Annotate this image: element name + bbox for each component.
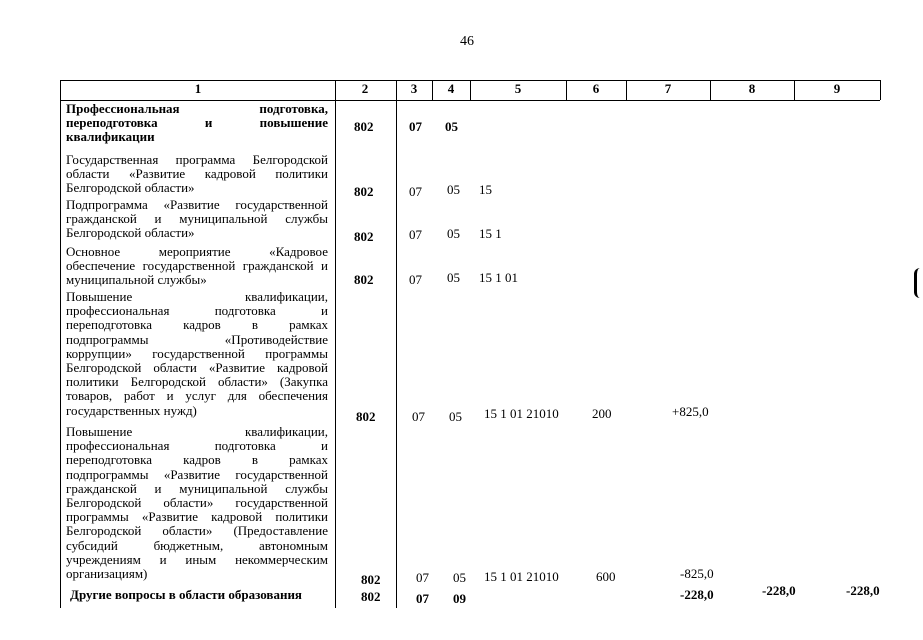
column-header-7: 7 — [664, 81, 672, 96]
cell-c2: 802 — [354, 272, 374, 287]
cell-c2: 802 — [354, 229, 374, 244]
description-line: Белгородской области «Развитие кадровой — [66, 360, 328, 376]
row-description — [66, 198, 328, 241]
row-description — [66, 290, 328, 418]
cell-c2: 802 — [354, 119, 374, 134]
column-header-3: 3 — [410, 81, 418, 96]
cell-c3: 07 — [409, 184, 422, 199]
cell-c5: 15 1 01 21010 — [484, 406, 559, 421]
description-line: Повышение квалификации, — [66, 289, 328, 304]
cell-c5: 15 1 01 — [479, 270, 518, 285]
row-description — [66, 153, 328, 196]
cell-c4: 05 — [447, 270, 460, 285]
description-line: гражданской и муниципальной службы — [66, 211, 328, 227]
cell-c2: 802 — [356, 409, 376, 424]
description-line: государственных нужд) — [66, 402, 197, 418]
column-border — [566, 80, 567, 100]
description-line: переподготовка кадров в рамках — [66, 452, 328, 468]
description-line: муниципальной службы» — [66, 272, 207, 288]
cell-c4: 09 — [453, 591, 466, 606]
description-line: профессиональная подготовка и — [66, 303, 328, 319]
column-header-8: 8 — [748, 81, 756, 96]
cell-c6: 600 — [596, 569, 616, 584]
cell-c5: 15 1 01 21010 — [484, 569, 559, 584]
description-line: подпрограммы «Развитие государственной — [66, 466, 328, 482]
cell-c3: 07 — [409, 272, 422, 287]
description-line: Повышение квалификации, — [66, 424, 328, 439]
column-border — [710, 80, 711, 100]
cell-c8: -228,0 — [762, 583, 796, 598]
column-header-5: 5 — [514, 81, 522, 96]
binding-hole-mark — [914, 268, 923, 298]
description-line: субсидий бюджетным, автономным — [66, 537, 328, 553]
cell-c3: 07 — [416, 591, 429, 606]
description-line: Белгородской области» (Предоставление — [66, 523, 328, 539]
description-line: профессиональная подготовка и — [66, 438, 328, 454]
column-border — [880, 80, 881, 100]
column-header-1: 1 — [194, 81, 202, 96]
cell-c2: 802 — [361, 572, 381, 587]
description-line: Профессиональная подготовка, — [66, 101, 328, 116]
description-line: квалификации — [66, 129, 155, 145]
cell-c4: 05 — [447, 182, 460, 197]
description-line: организациям) — [66, 566, 148, 582]
description-line: гражданской и муниципальной службы — [66, 480, 328, 496]
description-line: программы «Развитие кадровой политики — [66, 509, 328, 525]
column-header-6: 6 — [592, 81, 600, 96]
row-description — [66, 102, 328, 145]
cell-c4: 05 — [449, 409, 462, 424]
cell-c5: 15 — [479, 182, 492, 197]
description-line: подпрограммы «Противодействие — [66, 331, 328, 347]
page-number: 46 — [460, 34, 474, 49]
cell-c4: 05 — [447, 226, 460, 241]
cell-c4: 05 — [453, 570, 466, 585]
column-border — [794, 80, 795, 100]
cell-c6: 200 — [592, 406, 612, 421]
cell-c3: 07 — [412, 409, 425, 424]
description-line: Белгородской области» государственной — [66, 495, 328, 511]
cell-c3: 07 — [409, 227, 422, 242]
description-line: Другие вопросы в области образования — [70, 587, 302, 602]
column-border — [396, 80, 397, 608]
column-header-9: 9 — [833, 81, 841, 96]
cell-c7: +825,0 — [672, 404, 709, 419]
description-line: области «Развитие кадровой политики — [66, 166, 328, 182]
budget-table — [60, 80, 880, 608]
cell-c4: 05 — [445, 119, 458, 134]
description-line: Основное мероприятие «Кадровое — [66, 244, 328, 259]
description-line: Государственная программа Белгородской — [66, 152, 328, 167]
row-description — [66, 245, 328, 288]
description-line: политики Белгородской области» (Закупка — [66, 374, 328, 390]
row-description — [66, 588, 328, 602]
cell-c2: 802 — [361, 589, 381, 604]
description-line: товаров, работ и услуг для обеспечения — [66, 388, 328, 404]
description-line: обеспечение государственной гражданской и — [66, 258, 328, 274]
column-border — [626, 80, 627, 100]
cell-c2: 802 — [354, 184, 374, 199]
cell-c7: -825,0 — [680, 566, 714, 581]
cell-c3: 07 — [409, 119, 422, 134]
cell-c7: -228,0 — [680, 587, 714, 602]
column-border — [60, 80, 61, 608]
cell-c5: 15 1 — [479, 226, 502, 241]
cell-c3: 07 — [416, 570, 429, 585]
description-line: Подпрограмма «Развитие государственной — [66, 197, 328, 212]
description-line: коррупции» государственной программы — [66, 345, 328, 361]
cell-c9: -228,0 — [846, 583, 880, 598]
description-line: Белгородской области» — [66, 180, 195, 196]
column-header-2: 2 — [361, 81, 369, 96]
description-line: переподготовка и повышение — [66, 115, 328, 131]
column-header-4: 4 — [447, 81, 455, 96]
description-line: Белгородской области» — [66, 225, 195, 241]
column-border — [335, 80, 336, 608]
description-line: учреждениям и иным некоммерческим — [66, 551, 328, 567]
row-description — [66, 425, 328, 581]
description-line: переподготовка кадров в рамках — [66, 317, 328, 333]
